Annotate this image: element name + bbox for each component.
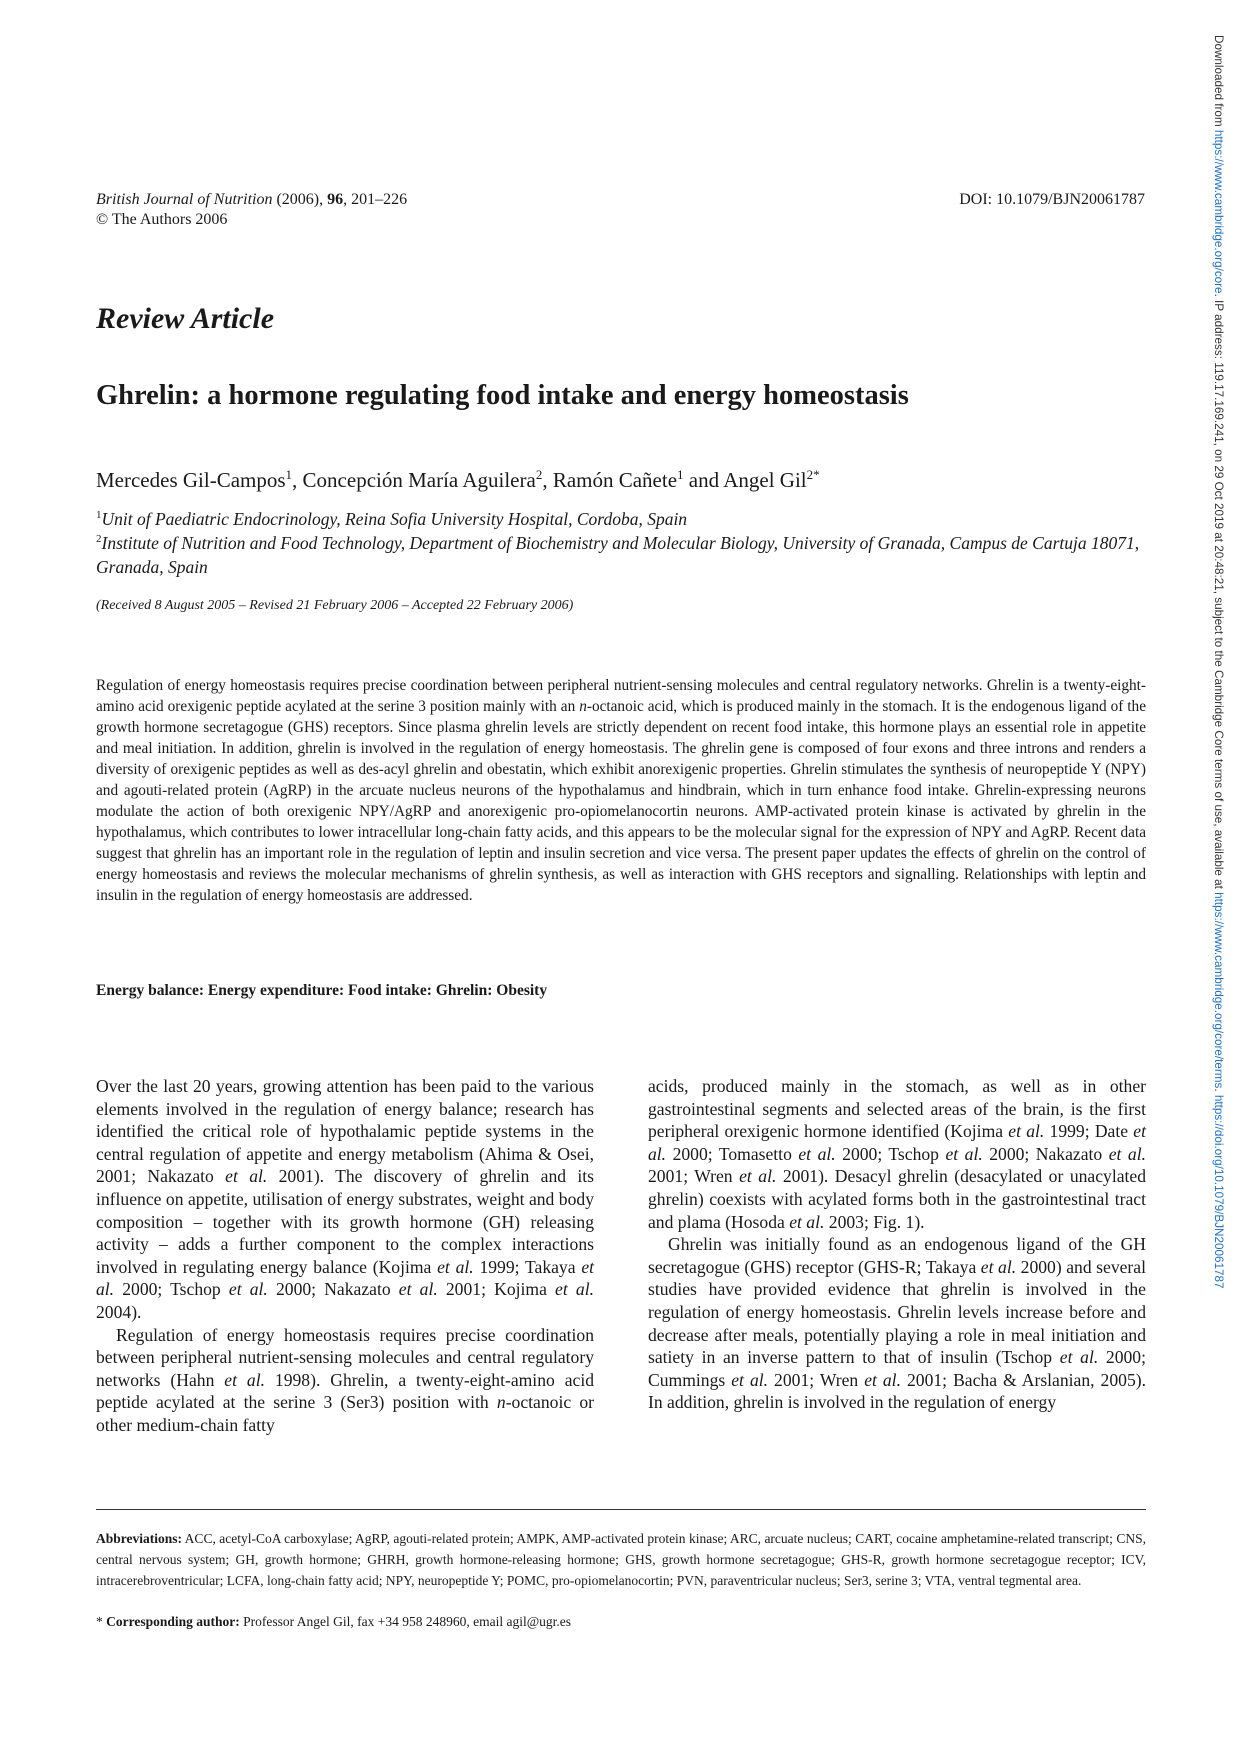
article-title: Ghrelin: a hormone regulating food intake and energy homeostasis — [96, 380, 909, 411]
sidebar-text: Downloaded from — [1212, 35, 1225, 130]
italic-text-run: et al. — [731, 1369, 769, 1390]
text-run: 1999; Takaya — [473, 1256, 582, 1277]
text-run: 2001). The discovery of ghrelin and its influence on appetite, utilisation of energy substrates, weight and body composition – together with its growth hormone (GH) releasing activity – adds a further component to the complex interactions involved in regulating energy balance (Kojima — [96, 1166, 595, 1277]
text-run: 2001; Wren — [648, 1166, 740, 1187]
text-run: 2001; Wren — [768, 1369, 865, 1390]
abbreviations-label: Abbreviations: — [96, 1531, 183, 1546]
author: Angel Gil — [723, 468, 807, 492]
italic-text-run: et al. — [945, 1143, 983, 1164]
doi: DOI: 10.1079/BJN20061787 — [959, 191, 1145, 208]
body-column-right — [648, 1075, 1146, 1414]
author-affil-mark: 2* — [806, 467, 820, 482]
text-run: 2000; Nakazato — [982, 1143, 1109, 1164]
author-separator: , — [292, 468, 303, 492]
sidebar-text: . — [1212, 1088, 1225, 1095]
paragraph — [96, 1075, 594, 1324]
journal-name: British Journal of Nutrition — [96, 191, 273, 208]
text-run: acids, produced mainly in the stomach, as well as in other gastrointestinal segments and selected areas of the brain, is the first peripheral orexigenic hormone identified (Kojima — [648, 1076, 1146, 1142]
text-run: 2004). — [96, 1301, 142, 1322]
italic-text-run: n — [496, 1392, 506, 1413]
affiliation-text: Unit of Paediatric Endocrinology, Reina Sofia University Hospital, Cordoba, Spain — [101, 509, 688, 529]
italic-text-run: et al. — [789, 1211, 825, 1232]
text-run: Over the last 20 years, growing attention has been paid to the various elements involved in the regulation of energy balance; research has identified the critical role of hypothalamic peptide systems in the central regulation of appetite and energy metabolism (Ahima & Osei, 2001; Nakazato — [96, 1076, 594, 1187]
text-run: Regulation of energy homeostasis requires precise coordination between peripheral nutrient-sensing molecules and central regulatory networks (Hahn — [96, 1324, 594, 1390]
abstract-italic: n — [579, 698, 587, 715]
italic-text-run: et al. — [228, 1279, 268, 1300]
section-label: Review Article — [96, 302, 275, 335]
corresponding-author-footnote — [96, 1614, 571, 1630]
author-separator: , — [542, 468, 553, 492]
affiliation-mark: 1 — [96, 509, 102, 522]
terms-link[interactable]: https://www.cambridge.org/core/terms — [1212, 892, 1225, 1089]
author-affil-mark: 2 — [535, 467, 543, 482]
italic-text-run: et al. — [398, 1279, 438, 1300]
italic-text-run: et al. — [1108, 1143, 1146, 1164]
footnote-star: * — [96, 1614, 103, 1629]
abbreviations-text: ACC, acetyl-CoA carboxylase; AgRP, agouti-related protein; AMPK, AMP-activated protein kinase; ARC, arcuate nucleus; CART, cocaine amphetamine-related transcript; CNS, central nervous system; GH, growth hormone; GHRH, growth hormone-releasing hormone; GHS, growth hormone secretagogue; GHS-R, growth hormone secretagogue receptor; ICV, intracerebroventricular; LCFA, long-chain fatty acid; NPY, neuropeptide Y; POMC, pro-opiomelanocortin; PVN, paraventricular nucleus; Ser3, serine 3; VTA, ventral tegmental area. — [96, 1531, 1146, 1588]
received-dates: (Received 8 August 2005 – Revised 21 February 2006 – Accepted 22 February 2006) — [96, 598, 574, 613]
affiliation — [96, 507, 1146, 531]
affiliation-text: Institute of Nutrition and Food Technology, Department of Biochemistry and Molecular Biology, University of Granada, Campus de Cartuja 18071, Granada, Spain — [96, 533, 1140, 577]
italic-text-run: et al. — [864, 1369, 901, 1390]
text-run: -octanoic or other medium-chain fatty — [96, 1392, 594, 1435]
italic-text-run: et al. — [225, 1166, 268, 1187]
abbreviations-footnote — [96, 1528, 1146, 1591]
italic-text-run: et al. — [1059, 1347, 1099, 1368]
cambridge-core-link[interactable]: https://www.cambridge.org/core — [1212, 129, 1225, 294]
text-run: 2000; Tomasetto — [666, 1143, 799, 1164]
text-run: 1999; Date — [1044, 1121, 1134, 1142]
text-run: 2000; Nakazato — [267, 1279, 399, 1300]
author-affil-mark: 1 — [285, 467, 293, 482]
text-run: 2001). Desacyl ghrelin (desacylated or unacylated ghrelin) coexists with acylated forms both in the gastrointestinal tract and plama (Hosoda — [648, 1166, 1147, 1232]
text-run: 2000) and several studies have provided evidence that ghrelin is involved in the regulation of energy homeostasis. Ghrelin levels increase before and decrease after meals, potentially playing a role in meal initiation and satiety in an inverse pattern to that of insulin (Tschop — [648, 1256, 1146, 1368]
paragraph — [648, 1075, 1146, 1233]
corresponding-label: Corresponding author: — [106, 1614, 240, 1629]
abstract-text: -octanoic acid, which is produced mainly in the stomach. It is the endogenous ligand of the growth hormone secretagogue (GHS) receptors. Since plasma ghrelin levels are strictly dependent on recent food intake, this hormone plays an essential role in appetite and meal initiation. In addition, ghrelin is involved in the regulation of energy homeostasis. The ghrelin gene is composed of four exons and three introns and renders a diversity of orexigenic peptides as well as des-acyl ghrelin and obestatin, which exhibit anorexigenic properties. Ghrelin stimulates the synthesis of neuropeptide Y (NPY) and agouti-related protein (AgRP) in the arcuate nucleus neurons of the hypothalamus and hindbrain, which in turn enhance food intake. Ghrelin-expressing neurons modulate the action of both orexigenic NPY/AgRP and anorexigenic pro-opiomelanocortin neurons. AMP-activated protein kinase is activated by ghrelin in the hypothalamus, which contributes to lower intracellular long-chain fatty acids, and this appears to be the molecular signal for the expression of NPY and AgRP. Recent data suggest that ghrelin has an important role in the regulation of leptin and insulin secretion and vice versa. The present paper updates the effects of ghrelin on the control of energy homeostasis and reviews the molecular mechanisms of ghrelin synthesis, as well as interaction with GHS receptors and signalling. Relationships with leptin and insulin in the regulation of energy homeostasis are addressed. — [96, 698, 1146, 904]
doi-link[interactable]: https://doi.org/10.1079/BJN20061787 — [1212, 1094, 1225, 1289]
copyright: © The Authors 2006 — [96, 211, 228, 228]
download-sidebar — [1212, 35, 1225, 1288]
italic-text-run: et al. — [224, 1369, 265, 1390]
author-list — [96, 468, 820, 493]
italic-text-run: et al. — [437, 1256, 474, 1277]
text-run: 2000; Tschop — [114, 1279, 229, 1300]
italic-text-run: et al. — [739, 1166, 777, 1187]
abstract — [96, 675, 1146, 906]
italic-text-run: et al. — [96, 1256, 595, 1300]
text-run: 2001; Kojima — [437, 1279, 556, 1300]
text-run: 2000; Cummings — [648, 1347, 1146, 1390]
paragraph — [96, 1324, 594, 1437]
italic-text-run: et al. — [555, 1279, 594, 1300]
paragraph — [648, 1233, 1146, 1414]
author-affil-mark: 1 — [677, 467, 684, 482]
italic-text-run: et al. — [1008, 1121, 1045, 1142]
body-column-left — [96, 1075, 594, 1437]
journal-year: (2006), — [276, 191, 324, 208]
italic-text-run: et al. — [798, 1143, 836, 1164]
author: Ramón Cañete — [552, 468, 678, 492]
text-run: 1998). Ghrelin, a twenty-eight-amino acid peptide acylated at the serine 3 (Ser3) position with — [96, 1369, 595, 1413]
affiliation-mark: 2 — [96, 533, 102, 546]
affiliation — [96, 531, 1146, 579]
journal-volume: 96 — [327, 191, 344, 208]
journal-citation — [96, 190, 407, 230]
italic-text-run: et al. — [980, 1256, 1017, 1277]
text-run: 2000; Tschop — [835, 1143, 946, 1164]
author: Concepción María Aguilera — [302, 468, 536, 492]
text-run: 2001; Bacha & Arslanian, 2005). In addition, ghrelin is involved in the regulation of energy — [648, 1369, 1146, 1413]
footnote-divider — [96, 1509, 1146, 1510]
text-run: 2003; Fig. 1). — [824, 1211, 925, 1232]
sidebar-text: . IP address: 119.17.169.241, on 29 Oct 2019 at 20:48:21, subject to the Cambridge Core terms of use, available at — [1212, 293, 1225, 893]
author: Mercedes Gil-Campos — [96, 468, 286, 492]
abstract-text: Regulation of energy homeostasis requires precise coordination between peripheral nutrient-sensing molecules and central regulatory networks. Ghrelin is a twenty-eight-amino acid orexigenic peptide acylated at the serine 3 position mainly with an — [96, 677, 1146, 715]
author-separator: and — [683, 468, 724, 492]
journal-pages: , 201–226 — [343, 191, 408, 208]
keywords: Energy balance: Energy expenditure: Food intake: Ghrelin: Obesity — [96, 982, 548, 999]
italic-text-run: et al. — [648, 1121, 1146, 1164]
corresponding-text: Professor Angel Gil, fax +34 958 248960, email agil@ugr.es — [239, 1614, 572, 1629]
text-run: Ghrelin was initially found as an endogenous ligand of the GH secretagogue (GHS) receptor (GHS-R; Takaya — [648, 1234, 1146, 1277]
